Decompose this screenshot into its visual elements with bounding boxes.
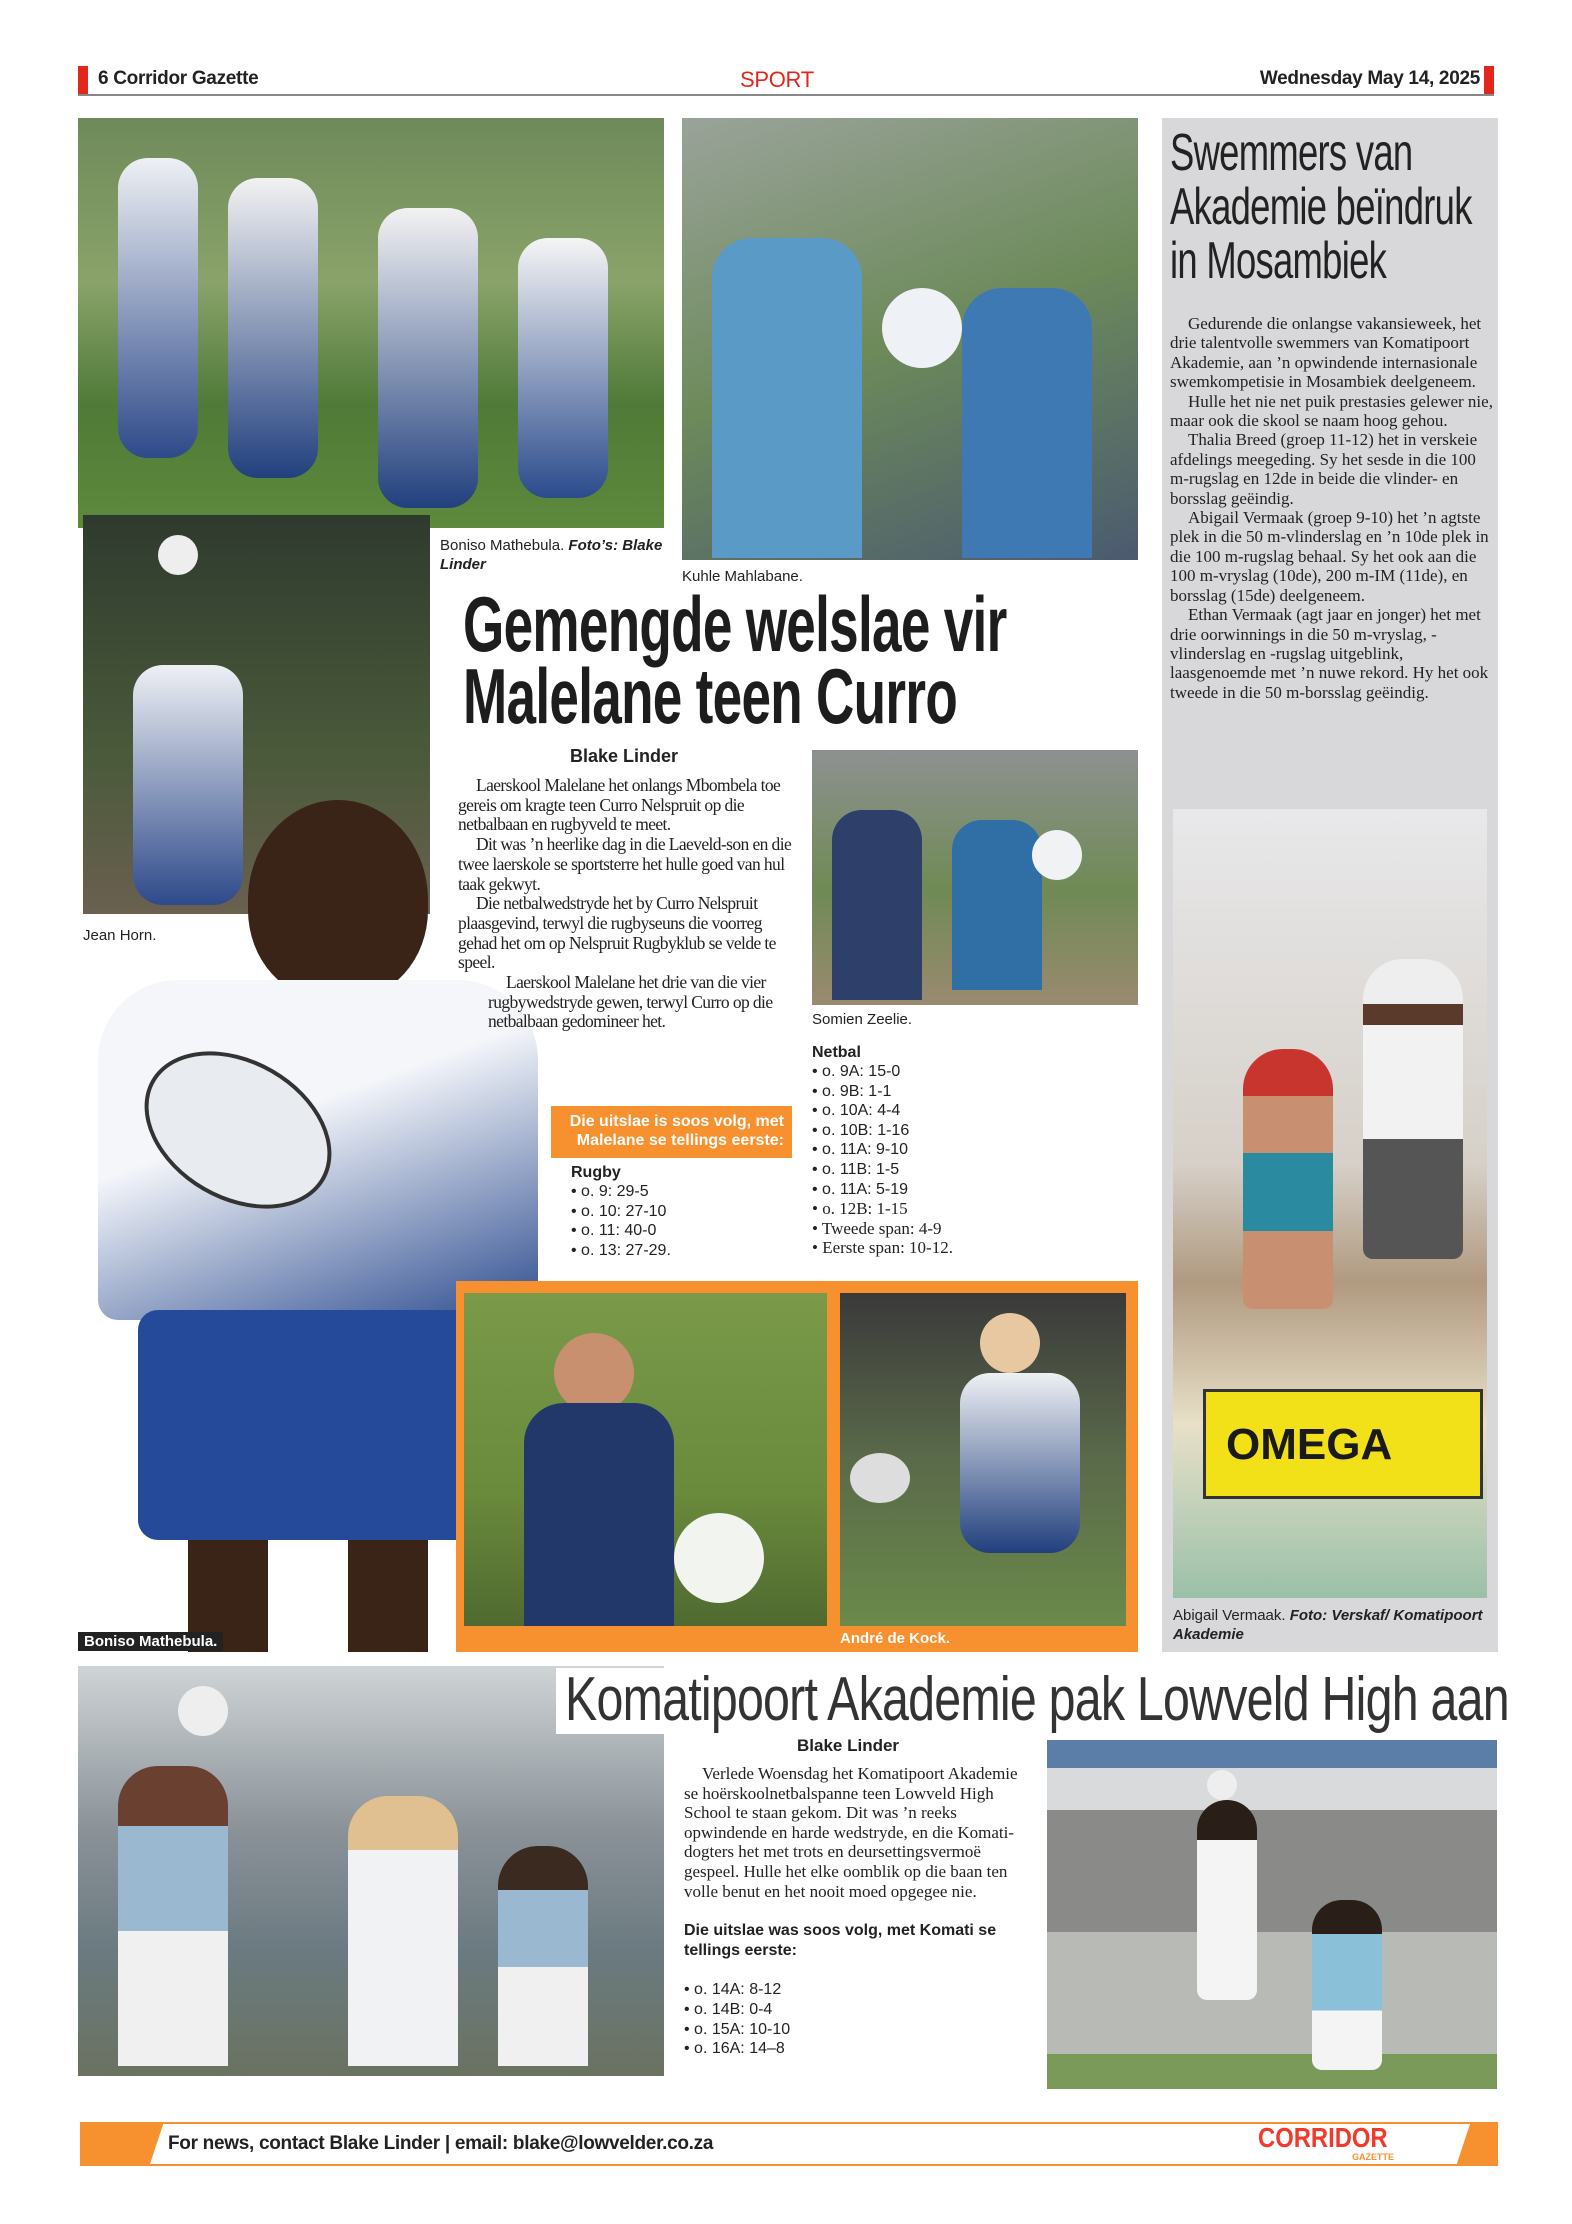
player-figure	[832, 810, 922, 1000]
player-head	[248, 800, 428, 1000]
rugby-title: Rugby	[571, 1164, 621, 1181]
photo-netball-bottom-right	[1047, 1740, 1497, 2089]
result-item: • o. 9B: 1-1	[812, 1082, 892, 1100]
result-item: • o. 15A: 10-10	[684, 2020, 791, 2038]
result-item: • o. 12B: 1-15	[812, 1199, 908, 1219]
caption-rugby-top: Boniso Mathebula. Foto’s: Blake Linder	[440, 537, 663, 573]
caption-netball-top: Kuhle Mahlabane.	[682, 568, 803, 585]
netball-ball	[1207, 1770, 1237, 1800]
player-figure	[498, 1846, 588, 2066]
result-item: • o. 11A: 9-10	[812, 1141, 909, 1159]
result-item: • o. 13: 27-29.	[571, 1241, 671, 1259]
player-figure	[962, 288, 1092, 558]
result-item: • o. 10B: 1-16	[812, 1121, 910, 1139]
photo-netball-top	[682, 118, 1138, 560]
paragraph: Die netbalwedstryde het by Curro Nelspruit plaasgevind, terwyl die rugbyseuns die voorreg gehad het om op Nelspruit Rugbyklub se velde te speel.	[458, 893, 776, 973]
headline-line: Gemengde welslae vir	[463, 580, 1007, 668]
netball-ball	[674, 1513, 764, 1603]
netball-ball	[882, 288, 962, 368]
player-figure	[118, 1766, 228, 2066]
player-figure	[524, 1403, 674, 1626]
result-item: • o. 9: 29-5	[571, 1183, 649, 1200]
photo-rugby-orange	[840, 1293, 1126, 1626]
paragraph: Laerskool Malelane het drie van die vier rugbywedstryde gewen, terwyl Curro op die netbalbaan gedomineer het.	[488, 972, 773, 1032]
result-item: • o. 10A: 4-4	[812, 1102, 901, 1120]
footer-bar	[80, 2122, 1498, 2166]
official-figure	[1363, 959, 1463, 1259]
player-figure	[1312, 1900, 1382, 2070]
netball-ball	[178, 1686, 228, 1736]
result-item: • o. 11: 40-0	[571, 1222, 657, 1240]
caption-rugby-orange: André de Kock.	[840, 1630, 951, 1647]
results-intro: Die uitslae was soos volg, met Komati se tellings eerste:	[684, 1922, 997, 1959]
player-head	[980, 1313, 1040, 1373]
main-headline	[463, 580, 1007, 740]
photo-netball-mid	[812, 750, 1138, 1005]
result-item: • o. 14B: 0-4	[684, 2000, 773, 2018]
rugby-shorts	[138, 1310, 478, 1540]
section-label: SPORT	[740, 67, 814, 92]
paragraph: Laerskool Malelane het onlangs Mbombela toe gereis om kragte teen Curro Nelspruit op die netbalbaan en rugbyveld te meet.	[458, 775, 781, 835]
result-item: • o. 11B: 1-5	[812, 1160, 900, 1178]
player-figure	[712, 238, 862, 558]
rugby-results	[571, 1164, 671, 1260]
swim-article-body	[1170, 314, 1494, 702]
photo-netball-orange	[464, 1293, 827, 1626]
paragraph: Thalia Breed (groep 11-12) het in verskeie afdelings meegeding. Sy het sesde in die 100 m-rugslag en 12de in beide die vlinder- en borsslag geëindig.	[1170, 430, 1478, 508]
player-figure	[378, 208, 478, 508]
paragraph: Ethan Vermaak (agt jaar en jonger) het met drie oorwinnings in die 50 m-vryslag, -vlinderslag en -rugslag uitgeblink, laasgenoemde met ’n nuwe rekord. Hy het ook tweede in die 50 m-borsslag geëindig.	[1170, 605, 1489, 702]
player-figure	[952, 820, 1042, 990]
komati-headline: Komatipoort Akademie pak Lowveld High aan	[565, 1665, 1509, 1734]
result-item: • o. 10: 27-10	[571, 1202, 667, 1220]
rugby-ball	[158, 535, 198, 575]
byline: Blake Linder	[797, 1736, 900, 1755]
caption-swimmer: Abigail Vermaak. Foto: Verskaf/ Komatipoort Akademie	[1173, 1607, 1483, 1643]
footer-contact: For news, contact Blake Linder | email: blake@lowvelder.co.za	[168, 2133, 714, 2154]
headline-line: Malelane teen Curro	[463, 652, 958, 740]
swim-headline: Swemmers van Akademie beïndruk in Mosambiek	[1170, 124, 1472, 290]
paragraph: Abigail Vermaak (groep 9-10) het ’n agtste plek in die 50 m-vlinderslag en ’n 10de plek in die 100 m-rugslag behaal. Sy het ook aan die 100 m-vryslag (10de), 200 m-IM (11de), en borsslag (15de) deelgeneem.	[1170, 508, 1489, 605]
result-item: • o. 14A: 8-12	[684, 1981, 782, 1999]
caption-lineout: Jean Horn.	[83, 927, 157, 944]
player-figure	[348, 1796, 458, 2066]
player-leg	[348, 1540, 428, 1652]
result-item: • Eerste span: 10-12.	[812, 1238, 953, 1258]
corridor-logo: CORRIDOR	[1258, 2122, 1388, 2153]
netball-ball	[1032, 830, 1082, 880]
paragraph: Hulle het nie net puik prestasies gelewer nie, maar ook die skool se naam hoog gehou.	[1170, 391, 1493, 431]
caption-netball-mid: Somien Zeelie.	[812, 1011, 913, 1028]
player-figure	[518, 238, 608, 498]
player-figure	[118, 158, 198, 458]
player-figure	[960, 1373, 1080, 1553]
rugby-ball	[850, 1453, 910, 1503]
swim-sidebar	[1162, 118, 1498, 1652]
komati-article-body	[684, 1764, 1032, 2059]
paragraph: Dit was ’n heerlike dag in die Laeveld-son en die twee laerskole se sportsterre het hulle goed van hul taak gekwyt.	[458, 834, 792, 894]
omega-sign: OMEGA	[1203, 1389, 1483, 1499]
header-accent-bar	[78, 66, 88, 94]
header-rule	[78, 94, 1494, 96]
paragraph: Verlede Woensdag het Komatipoort Akademie se hoërskoolnetbalspanne teen Lowveld High School te staan gekom. Dit was ’n reeks opwindende en harde wedstryde, en die Komati-dogters het met trots en deursettingsvermoë gespeel. Hulle het elke oomblik op die baan ten volle benut en het nooit moed opgegee nie.	[684, 1764, 1018, 1901]
caption-runner: Boniso Mathebula.	[78, 1632, 223, 1651]
main-article-body	[458, 776, 794, 1032]
result-item: • Tweede span: 4-9	[812, 1218, 942, 1238]
photo-rugby-match	[78, 118, 664, 528]
page-label: 6 Corridor Gazette	[98, 68, 259, 89]
result-item: • o. 9A: 15-0	[812, 1063, 901, 1080]
byline: Blake Linder	[570, 746, 679, 766]
paragraph: Gedurende die onlangse vakansieweek, het drie talentvolle swemmers van Komatipoort Akademie, aan ’n opwindende internasionale swemkompetisie in Mosambiek deelgeneem.	[1170, 314, 1482, 392]
issue-date: Wednesday May 14, 2025	[1259, 68, 1480, 89]
swimmer-figure	[1243, 1049, 1333, 1309]
header-accent-bar	[1484, 66, 1494, 94]
player-figure	[1197, 1800, 1257, 2000]
player-head	[554, 1333, 634, 1413]
corridor-logo-sub: GAZETTE	[1352, 2152, 1394, 2162]
results-banner: Die uitslae is soos volg, met Malelane se tellings eerste:	[551, 1106, 792, 1158]
photo-swimmer	[1173, 809, 1487, 1598]
netbal-results	[812, 1044, 953, 1258]
result-item: • o. 16A: 14–8	[684, 2040, 785, 2058]
netbal-title: Netbal	[812, 1044, 861, 1061]
player-figure	[228, 178, 318, 478]
result-item: • o. 11A: 5-19	[812, 1180, 909, 1198]
